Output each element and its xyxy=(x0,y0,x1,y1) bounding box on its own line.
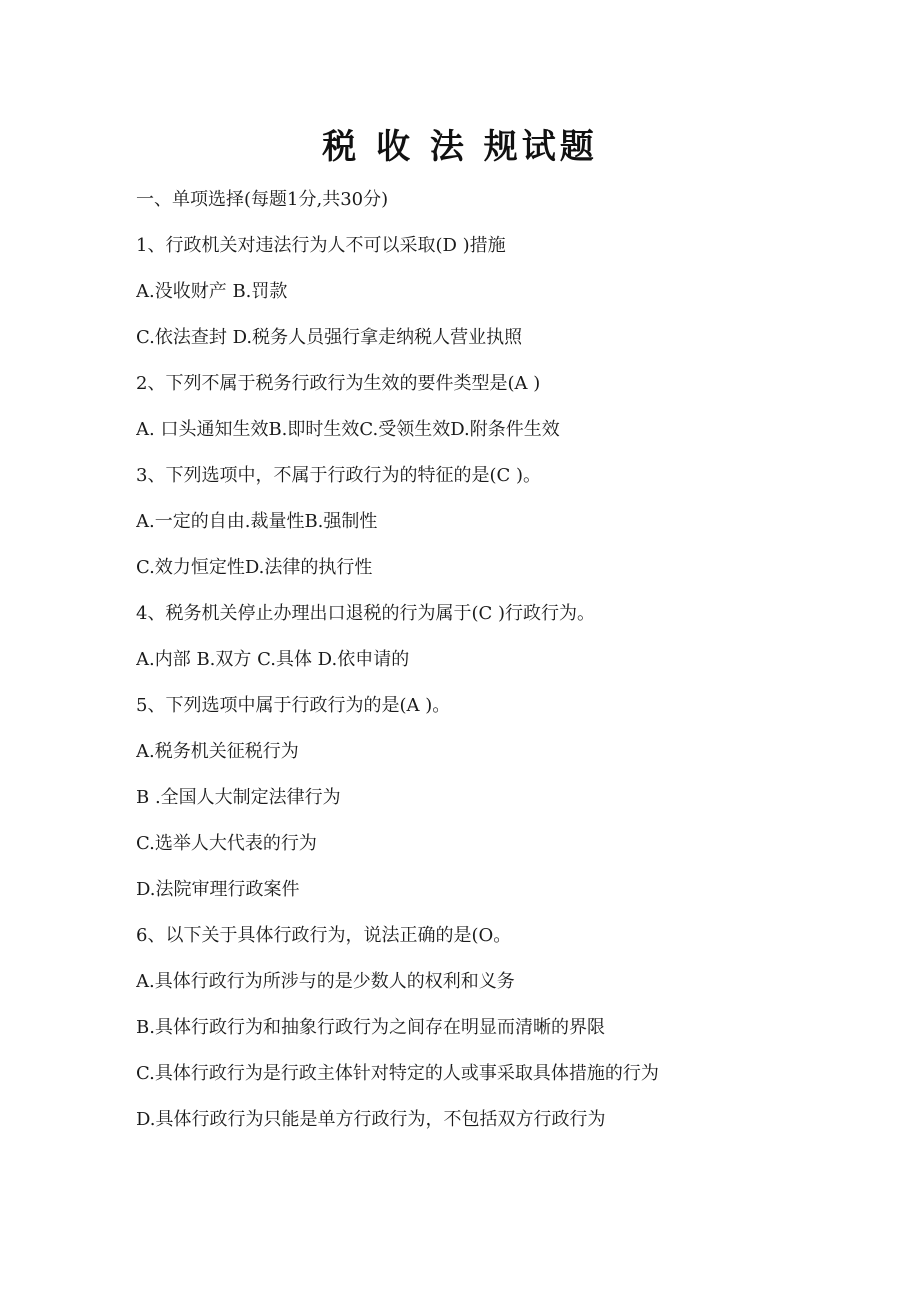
question-3-options-ab: A.一定的自由.裁量性B.强制性 xyxy=(136,511,378,532)
question-5-option-b: B .全国人大制定法律行为 xyxy=(136,787,341,808)
section-heading: 一、单项选择(每题1分,共30分) xyxy=(136,189,389,210)
question-4-options: A.内部 B.双方 C.具体 D.依申请的 xyxy=(136,649,410,670)
question-6-option-a: A.具体行政行为所涉与的是少数人的权利和义务 xyxy=(136,971,515,992)
question-1: 1、行政机关对违法行为人不可以采取(D )措施 xyxy=(136,235,506,256)
question-5-option-c: C.选举人大代表的行为 xyxy=(136,833,317,854)
question-6-option-d: D.具体行政行为只能是单方行政行为，不包括双方行政行为 xyxy=(136,1109,606,1130)
question-6-option-c: C.具体行政行为是行政主体针对特定的人或事采取具体措施的行为 xyxy=(136,1063,659,1084)
question-5-option-a: A.税务机关征税行为 xyxy=(136,741,299,762)
question-1-options-ab: A.没收财产 B.罚款 xyxy=(136,281,288,302)
question-1-options-cd: C.依法查封 D.税务人员强行拿走纳税人营业执照 xyxy=(136,327,523,348)
document-title: 税 收 法 规试题 xyxy=(322,127,598,167)
question-2: 2、下列不属于税务行政行为生效的要件类型是(A ) xyxy=(136,373,541,394)
question-4: 4、税务机关停止办理出口退税的行为属于(C )行政行为。 xyxy=(136,603,595,624)
document-body xyxy=(136,184,856,1150)
question-3: 3、下列选项中，不属于行政行为的特征的是(C )。 xyxy=(136,465,541,486)
question-6: 6、以下关于具体行政行为，说法正确的是(O。 xyxy=(136,925,512,946)
question-5: 5、下列选项中属于行政行为的是(A )。 xyxy=(136,695,451,716)
question-3-options-cd: C.效力恒定性D.法律的执行性 xyxy=(136,557,373,578)
question-2-options: A. 口头通知生效B.即时生效C.受领生效D.附条件生效 xyxy=(136,419,560,440)
question-5-option-d: D.法院审理行政案件 xyxy=(136,879,300,900)
question-6-option-b: B.具体行政行为和抽象行政行为之间存在明显而清晰的界限 xyxy=(136,1017,605,1038)
